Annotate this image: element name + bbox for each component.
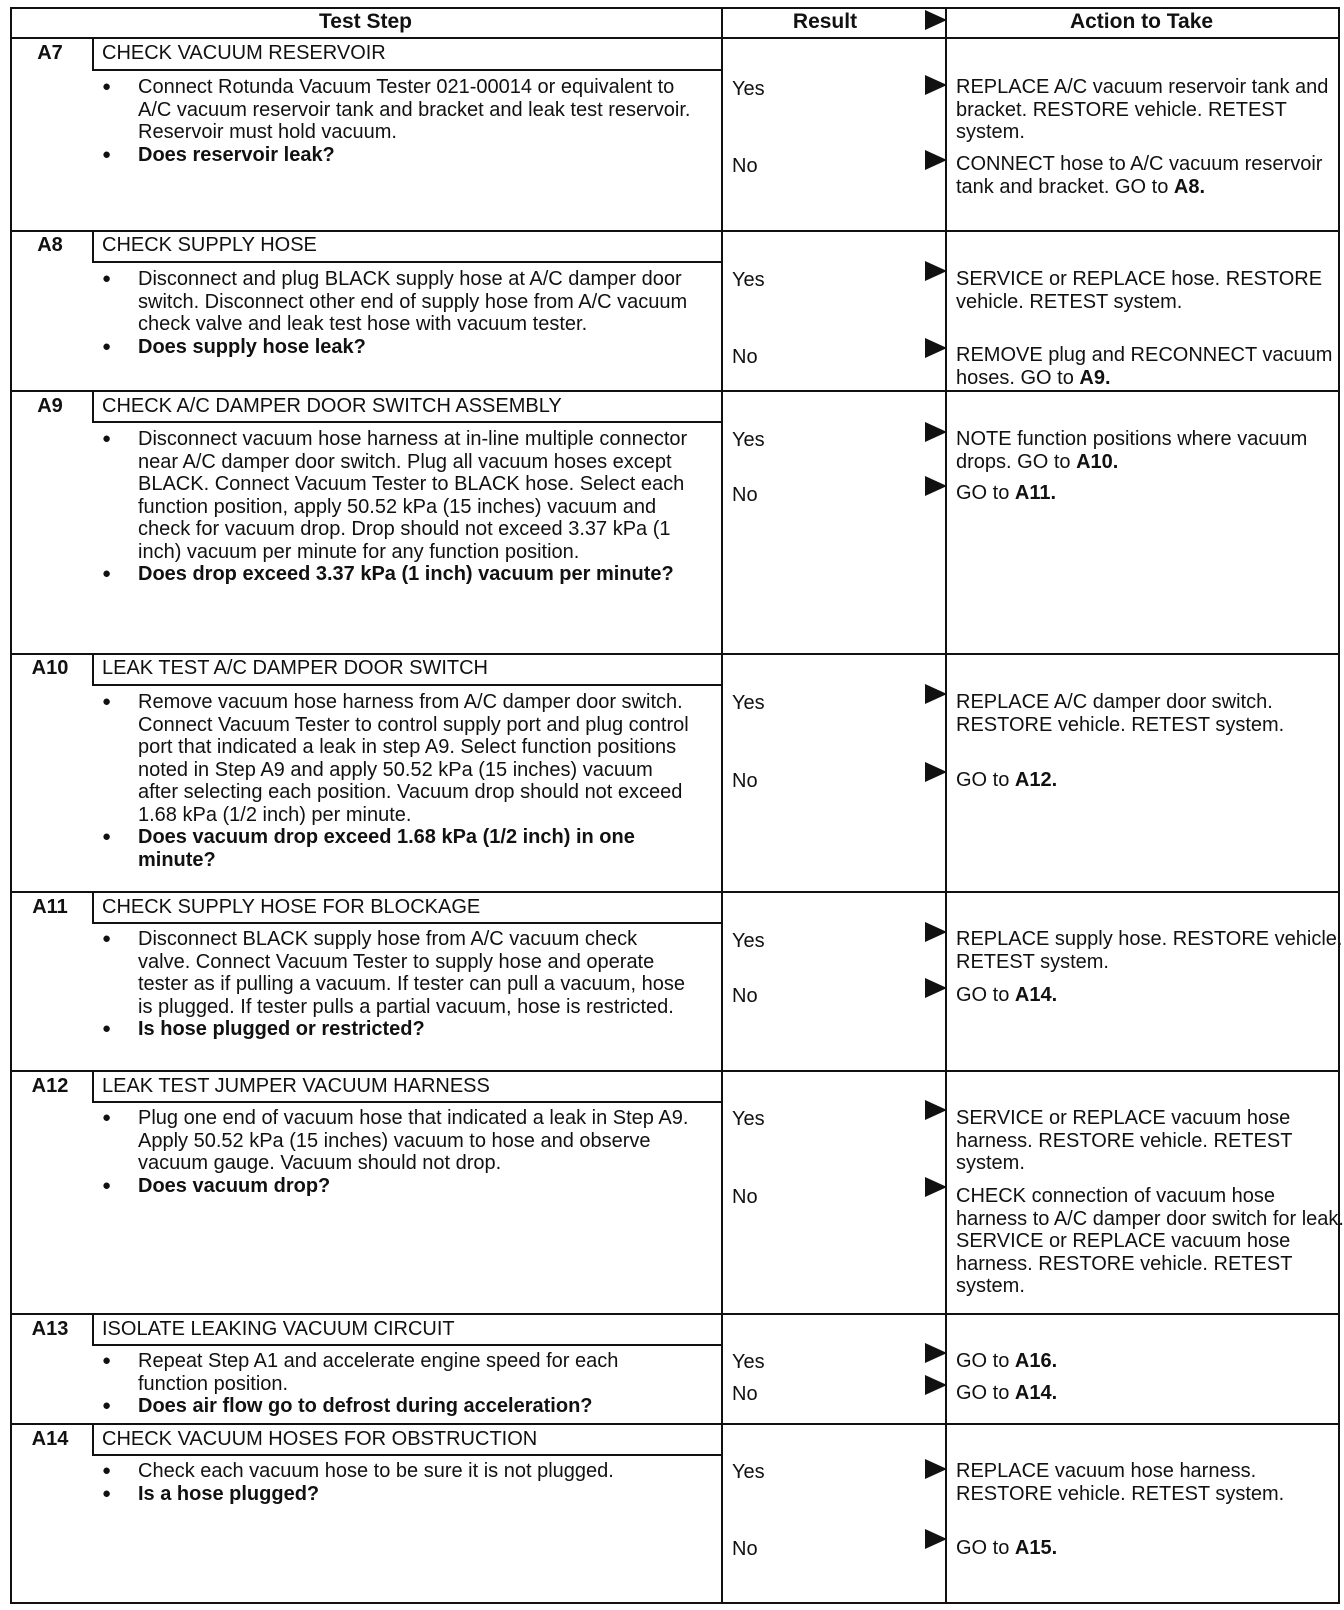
action-no-text: GO to bbox=[956, 769, 1010, 791]
action-no bbox=[956, 482, 1344, 505]
title-divider bbox=[92, 684, 723, 686]
arrow-icon bbox=[925, 75, 947, 95]
arrow-icon bbox=[925, 261, 947, 281]
step-id: A11 bbox=[32, 896, 68, 918]
step-question: ● Does vacuum drop? bbox=[102, 1175, 692, 1198]
action-no-ref: A9. bbox=[1079, 366, 1111, 389]
action-no-ref: A14. bbox=[1014, 1382, 1058, 1404]
step-title: CHECK VACUUM HOSES FOR OBSTRUCTION bbox=[102, 1428, 538, 1450]
action-yes-text: NOTE function positions where vacuum drops. GO to bbox=[956, 428, 1308, 473]
table-border-bottom bbox=[10, 1602, 1340, 1604]
result-yes: Yes bbox=[732, 269, 765, 291]
step-title: CHECK A/C DAMPER DOOR SWITCH ASSEMBLY bbox=[102, 395, 562, 417]
step-instruction: ● Disconnect and plug BLACK supply hose at A/C damper door switch. Disconnect other end of supply hose from A/C vacuum check valve and leak test hose with vacuum tester. bbox=[102, 268, 692, 336]
column-divider-action bbox=[945, 7, 947, 1604]
arrow-icon bbox=[925, 1375, 947, 1395]
step-id: A13 bbox=[31, 1318, 69, 1340]
id-divider bbox=[92, 37, 94, 71]
row-divider bbox=[10, 653, 1340, 655]
arrow-icon bbox=[925, 978, 947, 998]
action-yes-ref: A16. bbox=[1014, 1350, 1058, 1372]
row-divider bbox=[10, 1313, 1340, 1315]
header-action: Action to Take bbox=[1069, 10, 1214, 33]
step-id: A8 bbox=[37, 234, 63, 256]
action-no-text: GO to bbox=[956, 1382, 1010, 1404]
action-no-text: GO to bbox=[956, 1537, 1010, 1559]
step-instruction: ● Plug one end of vacuum hose that indicated a leak in Step A9. Apply 50.52 kPa (15 inches) vacuum to hose and observe vacuum gauge. Vacuum should not drop. bbox=[102, 1107, 692, 1175]
action-no bbox=[956, 769, 1344, 792]
arrow-icon bbox=[925, 150, 947, 170]
title-divider bbox=[92, 1344, 723, 1346]
arrow-icon bbox=[925, 922, 947, 942]
action-no: CHECK connection of vacuum hose harness to A/C damper door switch for leak. SERVICE or REPLACE vacuum hose harness. RESTORE vehicle. RETEST system. bbox=[956, 1185, 1344, 1297]
step-title: ISOLATE LEAKING VACUUM CIRCUIT bbox=[102, 1318, 455, 1340]
action-no-ref: A12. bbox=[1014, 769, 1058, 791]
step-instruction: ● Check each vacuum hose to be sure it is not plugged. bbox=[102, 1460, 692, 1483]
arrow-icon bbox=[925, 1100, 947, 1120]
step-title: CHECK SUPPLY HOSE bbox=[102, 234, 317, 256]
step-id: A14 bbox=[31, 1428, 69, 1450]
id-divider bbox=[92, 1070, 94, 1103]
action-yes: REPLACE vacuum hose harness. RESTORE vehicle. RETEST system. bbox=[956, 1460, 1285, 1505]
action-yes-ref: A10. bbox=[1076, 450, 1119, 473]
title-divider bbox=[92, 1454, 723, 1456]
step-title: CHECK VACUUM RESERVOIR bbox=[102, 42, 386, 64]
result-yes: Yes bbox=[732, 78, 765, 100]
arrow-icon bbox=[925, 684, 947, 704]
result-no: No bbox=[732, 155, 758, 177]
result-no: No bbox=[732, 484, 758, 506]
step-instruction: ● Disconnect vacuum hose harness at in-line multiple connector near A/C damper door switch. Plug all vacuum hoses except BLACK. Connect Vacuum Tester to BLACK hose. Select each function position, apply 50.52 kPa (15 inches) vacuum and check for vacuum drop. Drop should not exceed 3.37 kPa (1 inch) vacuum per minute for any function position. bbox=[102, 428, 692, 563]
step-instruction: ● Connect Rotunda Vacuum Tester 021-00014 or equivalent to A/C vacuum reservoir tank and bracket and leak test reservoir. Reservoir must hold vacuum. bbox=[102, 76, 692, 144]
title-divider bbox=[92, 261, 723, 263]
arrow-icon bbox=[925, 1177, 947, 1197]
row-divider bbox=[10, 1423, 1340, 1425]
result-yes: Yes bbox=[732, 1461, 765, 1483]
header-arrow-icon bbox=[925, 10, 947, 30]
step-question: ● Does air flow go to defrost during acceleration? bbox=[102, 1395, 692, 1418]
step-title: LEAK TEST JUMPER VACUUM HARNESS bbox=[102, 1075, 490, 1097]
id-divider bbox=[92, 891, 94, 924]
result-yes: Yes bbox=[732, 429, 765, 451]
row-divider bbox=[10, 390, 1340, 392]
result-yes: Yes bbox=[732, 1351, 765, 1373]
step-question: ● Is a hose plugged? bbox=[102, 1483, 692, 1506]
action-yes: SERVICE or REPLACE vacuum hose harness. RESTORE vehicle. RETEST system. bbox=[956, 1107, 1293, 1174]
step-title: LEAK TEST A/C DAMPER DOOR SWITCH bbox=[102, 657, 488, 679]
action-yes: REPLACE A/C vacuum reservoir tank and bracket. RESTORE vehicle. RETEST system. bbox=[956, 76, 1329, 143]
arrow-icon bbox=[925, 1343, 947, 1363]
arrow-icon bbox=[925, 762, 947, 782]
step-instruction: ● Repeat Step A1 and accelerate engine speed for each function position. bbox=[102, 1350, 692, 1395]
action-no bbox=[956, 984, 1344, 1007]
arrow-icon bbox=[925, 1459, 947, 1479]
header-divider bbox=[10, 37, 1340, 39]
step-title: CHECK SUPPLY HOSE FOR BLOCKAGE bbox=[102, 896, 481, 918]
row-divider bbox=[10, 891, 1340, 893]
result-yes: Yes bbox=[732, 1108, 765, 1130]
step-instruction: ● Disconnect BLACK supply hose from A/C vacuum check valve. Connect Vacuum Tester to supply hose and operate tester as if pulling a vacuum. If tester can pull a vacuum, hose is plugged. If tester pulls a partial vacuum, hose is restricted. bbox=[102, 928, 692, 1018]
step-question: ● Does reservoir leak? bbox=[102, 144, 692, 167]
action-no-ref: A15. bbox=[1014, 1537, 1058, 1559]
step-id: A12 bbox=[31, 1075, 69, 1097]
id-divider bbox=[92, 390, 94, 423]
result-yes: Yes bbox=[732, 930, 765, 952]
action-no-ref: A8. bbox=[1173, 175, 1206, 198]
action-yes: REPLACE supply hose. RESTORE vehicle. RETEST system. bbox=[956, 928, 1343, 973]
step-question: ● Does drop exceed 3.37 kPa (1 inch) vacuum per minute? bbox=[102, 563, 692, 586]
arrow-icon bbox=[925, 1529, 947, 1549]
action-no-ref: A11. bbox=[1014, 482, 1057, 504]
header-test-step: Test Step bbox=[319, 10, 412, 33]
title-divider bbox=[92, 69, 723, 71]
action-no-ref: A14. bbox=[1014, 984, 1058, 1006]
action-no-text: REMOVE plug and RECONNECT vacuum hoses. GO to bbox=[956, 344, 1333, 389]
result-no: No bbox=[732, 1538, 758, 1560]
title-divider bbox=[92, 1101, 723, 1103]
action-no bbox=[956, 1537, 1344, 1560]
action-no-text: GO to bbox=[956, 482, 1010, 504]
action-yes: REPLACE A/C damper door switch. RESTORE vehicle. RETEST system. bbox=[956, 691, 1285, 736]
action-yes bbox=[956, 1350, 1344, 1373]
result-no: No bbox=[732, 1186, 758, 1208]
result-yes: Yes bbox=[732, 692, 765, 714]
action-no-text: CONNECT hose to A/C vacuum reservoir tank and bracket. GO to bbox=[956, 153, 1323, 198]
step-question: ● Is hose plugged or restricted? bbox=[102, 1018, 692, 1041]
step-question: ● Does vacuum drop exceed 1.68 kPa (1/2 inch) in one minute? bbox=[102, 826, 692, 871]
action-no bbox=[956, 153, 1344, 198]
column-divider-result bbox=[721, 7, 723, 1604]
row-divider bbox=[10, 230, 1340, 232]
table-border-top bbox=[10, 7, 1340, 9]
title-divider bbox=[92, 922, 723, 924]
diagnostic-table bbox=[10, 7, 1344, 1604]
action-no-text: GO to bbox=[956, 984, 1010, 1006]
step-instruction: ● Remove vacuum hose harness from A/C damper door switch. Connect Vacuum Tester to control supply port and plug control port that indicated a leak in step A9. Select function positions noted in Step A9 and apply 50.52 kPa (15 inches) vacuum after selecting each position. Vacuum drop should not exceed 1.68 kPa (1/2 inch) per minute. bbox=[102, 691, 692, 826]
id-divider bbox=[92, 1423, 94, 1456]
arrow-icon bbox=[925, 476, 947, 496]
result-no: No bbox=[732, 346, 758, 368]
row-divider bbox=[10, 1070, 1340, 1072]
action-yes: SERVICE or REPLACE hose. RESTORE vehicle. RETEST system. bbox=[956, 268, 1323, 313]
step-id: A7 bbox=[37, 42, 63, 64]
action-yes-text: GO to bbox=[956, 1350, 1010, 1372]
arrow-icon bbox=[925, 422, 947, 442]
result-no: No bbox=[732, 985, 758, 1007]
header-result: Result bbox=[792, 10, 858, 33]
id-divider bbox=[92, 1313, 94, 1346]
action-no bbox=[956, 344, 1344, 389]
step-question: ● Does supply hose leak? bbox=[102, 336, 692, 359]
action-yes bbox=[956, 428, 1344, 473]
result-no: No bbox=[732, 1383, 758, 1405]
action-no bbox=[956, 1382, 1344, 1405]
title-divider bbox=[92, 421, 723, 423]
id-divider bbox=[92, 230, 94, 263]
id-divider bbox=[92, 653, 94, 686]
result-no: No bbox=[732, 770, 758, 792]
step-id: A9 bbox=[37, 395, 63, 417]
step-id: A10 bbox=[31, 657, 69, 679]
arrow-icon bbox=[925, 338, 947, 358]
